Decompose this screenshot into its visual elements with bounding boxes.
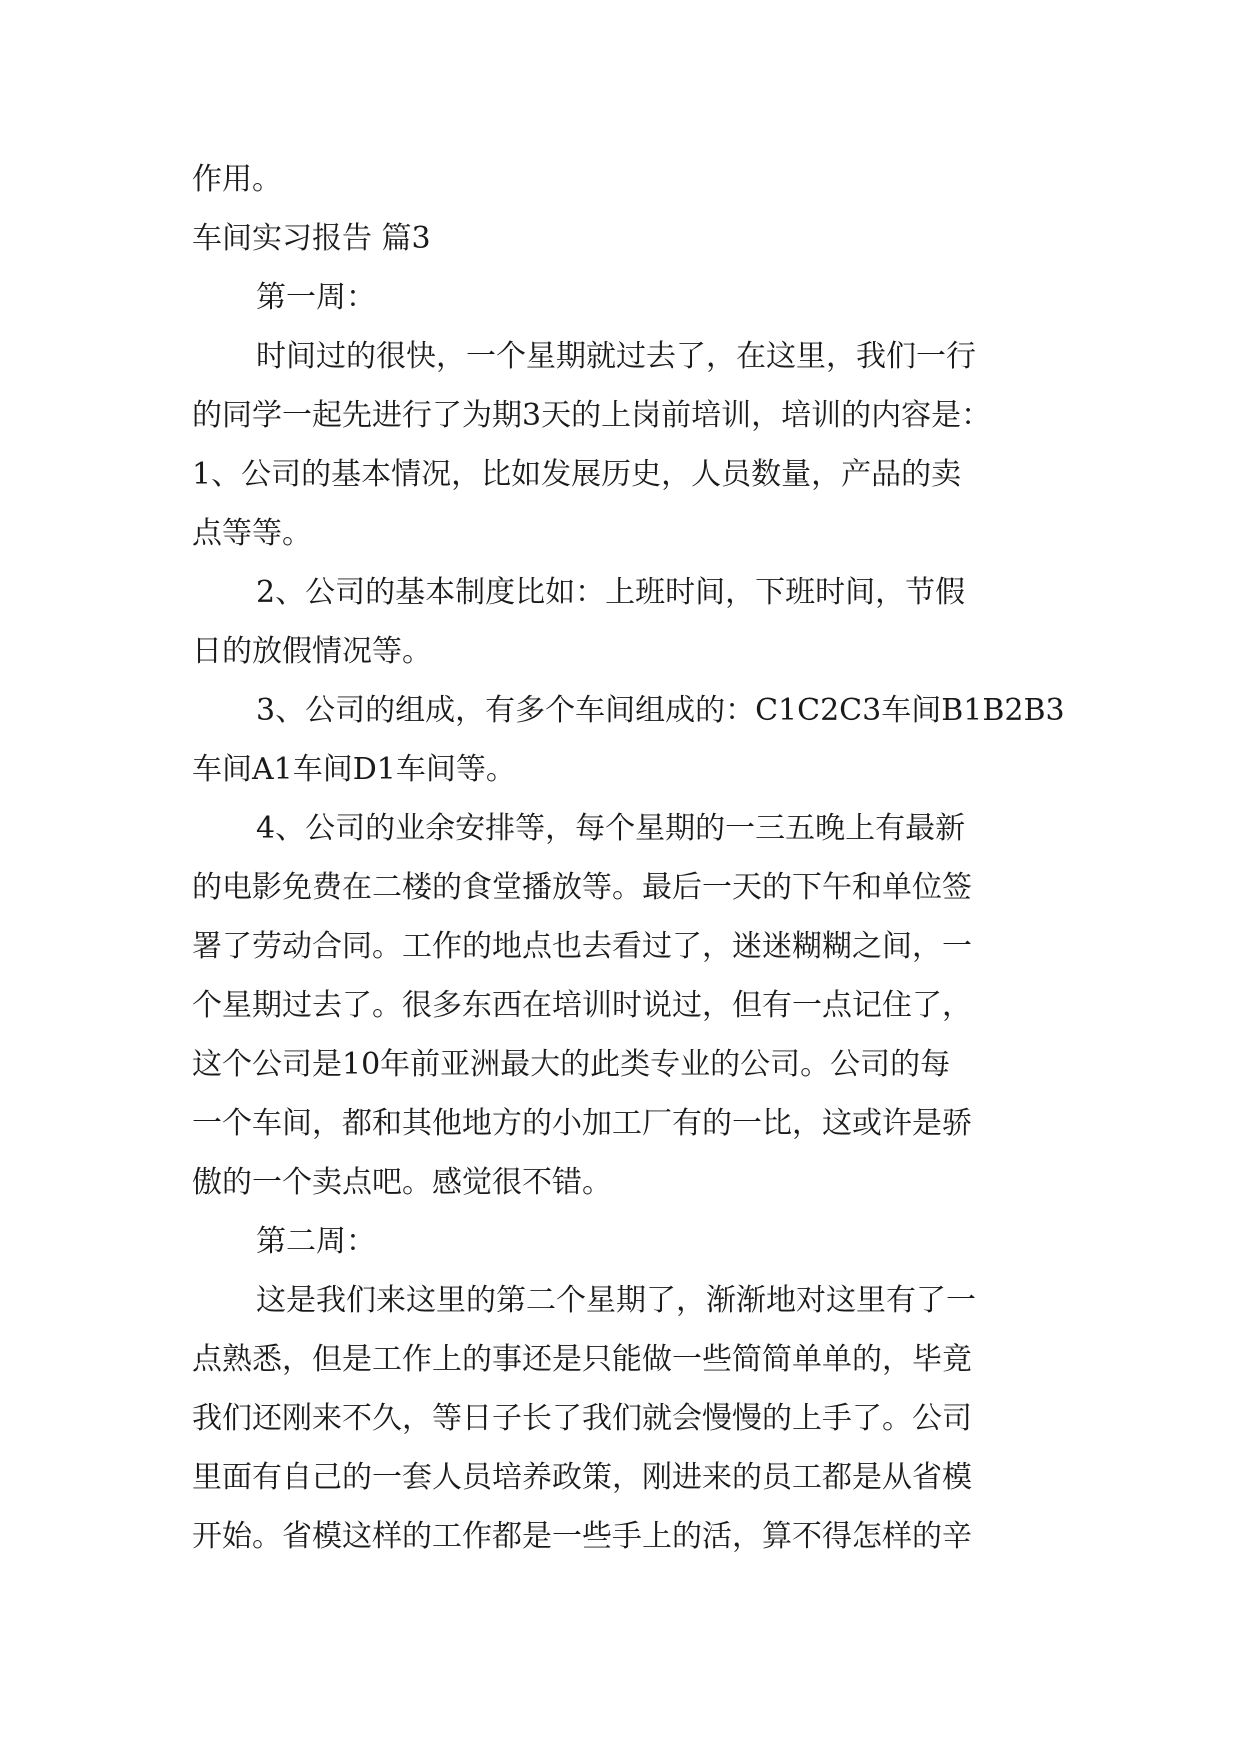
- text-line: 作用。: [192, 162, 282, 197]
- text-line: 署了劳动合同。工作的地点也去看过了，迷迷糊糊之间，一: [192, 929, 972, 964]
- text-line: 这是我们来这里的第二个星期了，渐渐地对这里有了一: [256, 1283, 976, 1318]
- text-line: 日的放假情况等。: [192, 634, 432, 669]
- text-line: 我们还刚来不久，等日子长了我们就会慢慢的上手了。公司: [192, 1401, 972, 1436]
- text-line: 2、公司的基本制度比如：上班时间，下班时间，节假: [256, 575, 966, 610]
- text-line: 里面有自己的一套人员培养政策，刚进来的员工都是从省模: [192, 1460, 972, 1495]
- text-line: 车间A1车间D1车间等。: [192, 752, 516, 787]
- text-line: 时间过的很快，一个星期就过去了，在这里，我们一行: [256, 339, 976, 374]
- text-line: 1、公司的基本情况，比如发展历史，人员数量，产品的卖: [192, 457, 962, 492]
- text-line: 点熟悉，但是工作上的事还是只能做一些简简单单的，毕竟: [192, 1342, 972, 1377]
- week-heading: 第二周：: [256, 1224, 376, 1259]
- text-line: 的同学一起先进行了为期3天的上岗前培训，培训的内容是：: [192, 398, 992, 433]
- text-line: 傲的一个卖点吧。感觉很不错。: [192, 1165, 612, 1200]
- text-line: 点等等。: [192, 516, 312, 551]
- text-line: 个星期过去了。很多东西在培训时说过，但有一点记住了，: [192, 988, 972, 1023]
- text-line: 4、公司的业余安排等，每个星期的一三五晚上有最新: [256, 811, 966, 846]
- text-line: 一个车间，都和其他地方的小加工厂有的一比，这或许是骄: [192, 1106, 972, 1141]
- section-heading: 车间实习报告 篇3: [192, 221, 431, 256]
- text-line: 开始。省模这样的工作都是一些手上的活，算不得怎样的辛: [192, 1519, 972, 1554]
- document-body: [192, 150, 1065, 1566]
- text-line: 3、公司的组成，有多个车间组成的：C1C2C3车间B1B2B3: [256, 693, 1065, 728]
- text-line: 的电影免费在二楼的食堂播放等。最后一天的下午和单位签: [192, 870, 972, 905]
- week-heading: 第一周：: [256, 280, 376, 315]
- text-line: 这个公司是10年前亚洲最大的此类专业的公司。公司的每: [192, 1047, 951, 1082]
